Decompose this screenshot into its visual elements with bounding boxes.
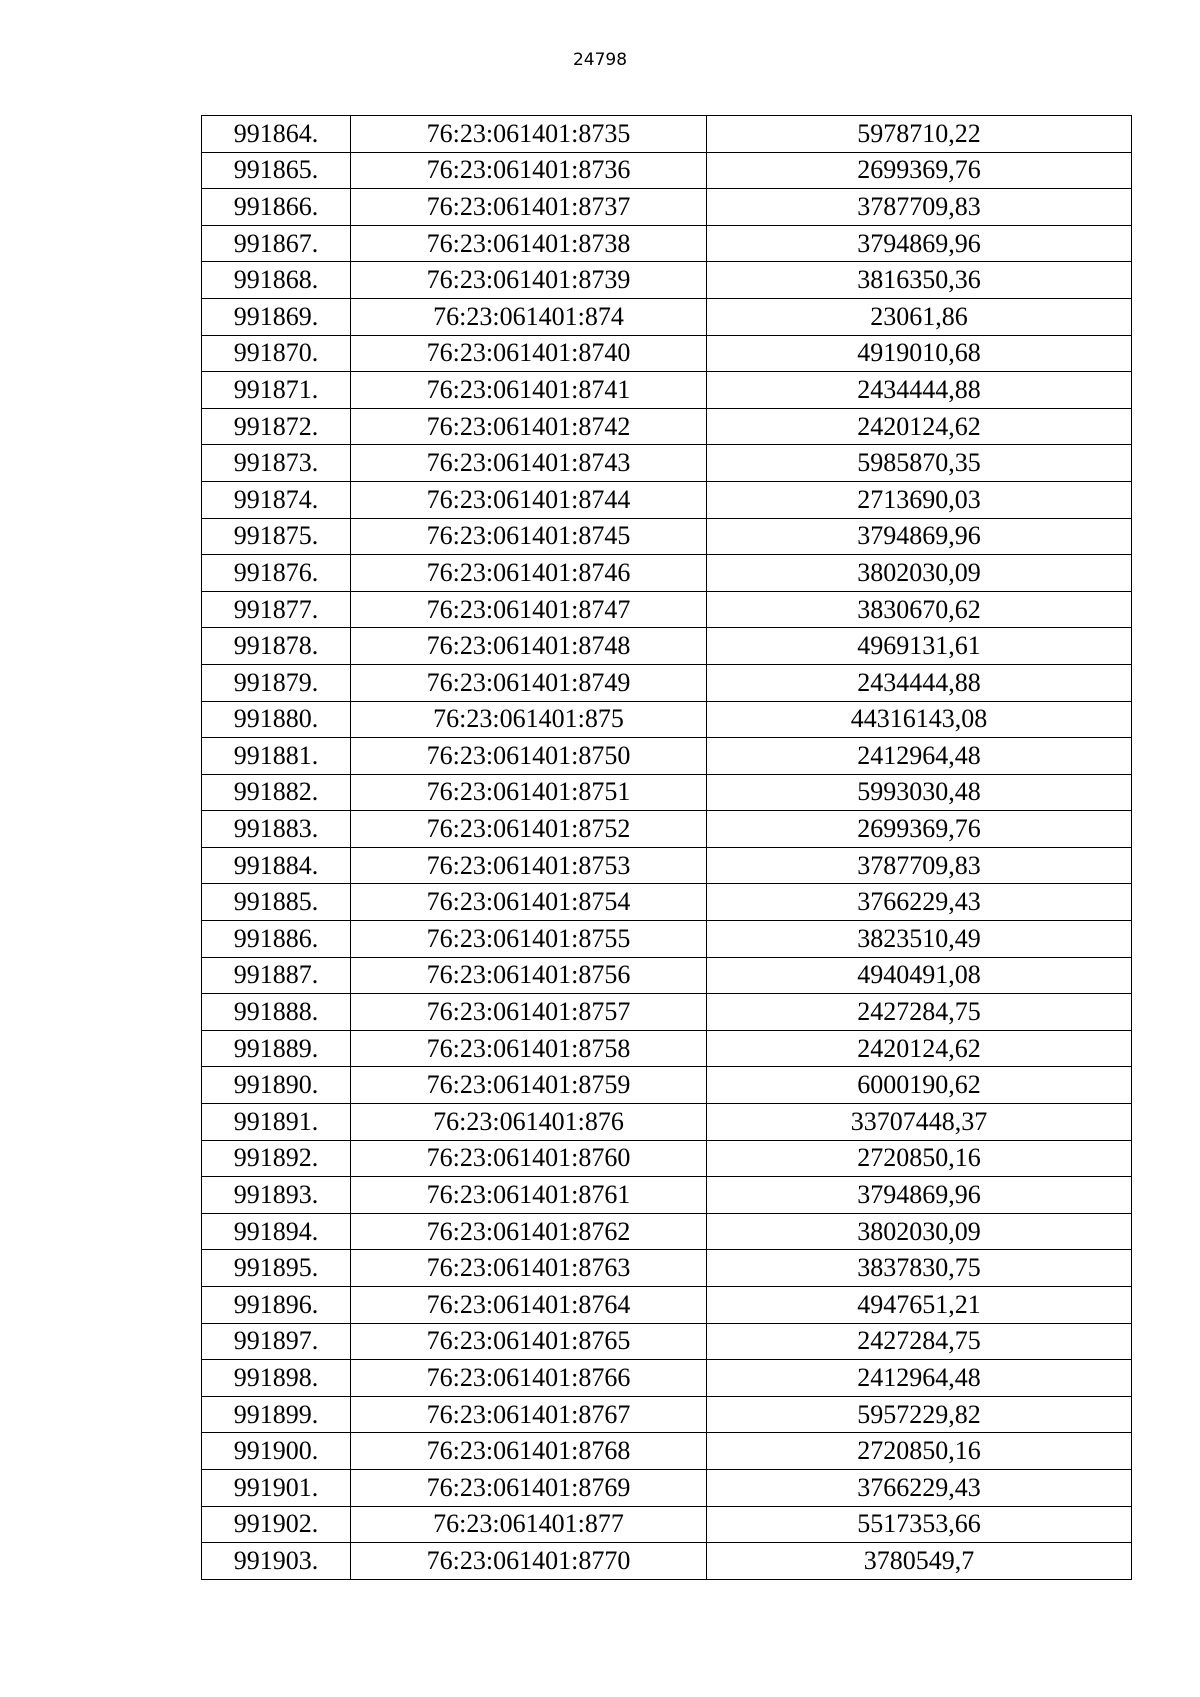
- cadastral-value-cell: 2699369,76: [707, 811, 1132, 848]
- table-row: [202, 262, 1132, 299]
- cadastral-value-cell: 2420124,62: [707, 1030, 1132, 1067]
- table-row: [202, 1104, 1132, 1141]
- row-number-cell: 991881.: [202, 738, 351, 775]
- row-number-cell: 991891.: [202, 1104, 351, 1141]
- row-number-cell: 991864.: [202, 116, 351, 153]
- cadastral-number-cell: 76:23:061401:8756: [351, 957, 707, 994]
- row-number-cell: 991865.: [202, 152, 351, 189]
- row-number-cell: 991892.: [202, 1140, 351, 1177]
- cadastral-number-cell: 76:23:061401:8750: [351, 738, 707, 775]
- table-row: [202, 298, 1132, 335]
- table-row: [202, 811, 1132, 848]
- row-number-cell: 991873.: [202, 445, 351, 482]
- cadastral-value-cell: 3794869,96: [707, 225, 1132, 262]
- registry-table-body: [202, 116, 1132, 1580]
- cadastral-value-cell: 2720850,16: [707, 1433, 1132, 1470]
- row-number-cell: 991883.: [202, 811, 351, 848]
- cadastral-number-cell: 76:23:061401:8755: [351, 921, 707, 958]
- cadastral-number-cell: 76:23:061401:8758: [351, 1030, 707, 1067]
- row-number-cell: 991879.: [202, 664, 351, 701]
- row-number-cell: 991867.: [202, 225, 351, 262]
- table-row: [202, 152, 1132, 189]
- table-row: [202, 994, 1132, 1031]
- cadastral-number-cell: 76:23:061401:8739: [351, 262, 707, 299]
- cadastral-value-cell: 3787709,83: [707, 189, 1132, 226]
- cadastral-number-cell: 76:23:061401:8744: [351, 481, 707, 518]
- table-row: [202, 335, 1132, 372]
- cadastral-number-cell: 76:23:061401:8760: [351, 1140, 707, 1177]
- table-row: [202, 372, 1132, 409]
- row-number-cell: 991866.: [202, 189, 351, 226]
- cadastral-value-cell: 2427284,75: [707, 994, 1132, 1031]
- cadastral-value-cell: 4940491,08: [707, 957, 1132, 994]
- cadastral-value-cell: 6000190,62: [707, 1067, 1132, 1104]
- cadastral-value-cell: 5985870,35: [707, 445, 1132, 482]
- cadastral-value-cell: 44316143,08: [707, 701, 1132, 738]
- cadastral-number-cell: 76:23:061401:8759: [351, 1067, 707, 1104]
- table-row: [202, 1543, 1132, 1580]
- cadastral-value-cell: 3816350,36: [707, 262, 1132, 299]
- table-row: [202, 847, 1132, 884]
- row-number-cell: 991872.: [202, 408, 351, 445]
- cadastral-number-cell: 76:23:061401:8769: [351, 1469, 707, 1506]
- row-number-cell: 991877.: [202, 591, 351, 628]
- table-row: [202, 1213, 1132, 1250]
- cadastral-value-cell: 5957229,82: [707, 1396, 1132, 1433]
- row-number-cell: 991898.: [202, 1360, 351, 1397]
- cadastral-number-cell: 76:23:061401:8757: [351, 994, 707, 1031]
- table-row: [202, 701, 1132, 738]
- cadastral-value-cell: 2412964,48: [707, 1360, 1132, 1397]
- cadastral-number-cell: 76:23:061401:877: [351, 1506, 707, 1543]
- cadastral-value-cell: 5517353,66: [707, 1506, 1132, 1543]
- table-row: [202, 225, 1132, 262]
- table-row: [202, 1287, 1132, 1324]
- cadastral-number-cell: 76:23:061401:8764: [351, 1287, 707, 1324]
- row-number-cell: 991878.: [202, 628, 351, 665]
- cadastral-value-cell: 3780549,7: [707, 1543, 1132, 1580]
- cadastral-value-cell: 2699369,76: [707, 152, 1132, 189]
- cadastral-number-cell: 76:23:061401:8766: [351, 1360, 707, 1397]
- table-row: [202, 1323, 1132, 1360]
- cadastral-number-cell: 76:23:061401:8761: [351, 1177, 707, 1214]
- table-row: [202, 481, 1132, 518]
- row-number-cell: 991896.: [202, 1287, 351, 1324]
- table-row: [202, 1396, 1132, 1433]
- cadastral-number-cell: 76:23:061401:8762: [351, 1213, 707, 1250]
- cadastral-value-cell: 3766229,43: [707, 884, 1132, 921]
- table-row: [202, 628, 1132, 665]
- cadastral-number-cell: 76:23:061401:8754: [351, 884, 707, 921]
- cadastral-number-cell: 76:23:061401:8765: [351, 1323, 707, 1360]
- page-number: 24798: [572, 50, 628, 70]
- row-number-cell: 991885.: [202, 884, 351, 921]
- row-number-cell: 991894.: [202, 1213, 351, 1250]
- table-row: [202, 1177, 1132, 1214]
- table-row: [202, 591, 1132, 628]
- cadastral-number-cell: 76:23:061401:8770: [351, 1543, 707, 1580]
- table-row: [202, 116, 1132, 153]
- row-number-cell: 991880.: [202, 701, 351, 738]
- cadastral-value-cell: 23061,86: [707, 298, 1132, 335]
- table-row: [202, 774, 1132, 811]
- cadastral-value-cell: 5978710,22: [707, 116, 1132, 153]
- cadastral-number-cell: 76:23:061401:8740: [351, 335, 707, 372]
- cadastral-value-cell: 2713690,03: [707, 481, 1132, 518]
- table-row: [202, 1067, 1132, 1104]
- cadastral-value-cell: 3802030,09: [707, 1213, 1132, 1250]
- row-number-cell: 991874.: [202, 481, 351, 518]
- row-number-cell: 991887.: [202, 957, 351, 994]
- row-number-cell: 991870.: [202, 335, 351, 372]
- cadastral-value-cell: 2434444,88: [707, 664, 1132, 701]
- cadastral-number-cell: 76:23:061401:8752: [351, 811, 707, 848]
- cadastral-number-cell: 76:23:061401:8735: [351, 116, 707, 153]
- cadastral-value-cell: 3830670,62: [707, 591, 1132, 628]
- table-row: [202, 921, 1132, 958]
- cadastral-number-cell: 76:23:061401:8753: [351, 847, 707, 884]
- row-number-cell: 991903.: [202, 1543, 351, 1580]
- table-row: [202, 1360, 1132, 1397]
- cadastral-number-cell: 76:23:061401:8743: [351, 445, 707, 482]
- row-number-cell: 991890.: [202, 1067, 351, 1104]
- row-number-cell: 991900.: [202, 1433, 351, 1470]
- cadastral-number-cell: 76:23:061401:8747: [351, 591, 707, 628]
- cadastral-number-cell: 76:23:061401:8737: [351, 189, 707, 226]
- cadastral-value-cell: 2720850,16: [707, 1140, 1132, 1177]
- cadastral-value-cell: 2434444,88: [707, 372, 1132, 409]
- cadastral-number-cell: 76:23:061401:8741: [351, 372, 707, 409]
- cadastral-value-cell: 3794869,96: [707, 518, 1132, 555]
- table-row: [202, 555, 1132, 592]
- row-number-cell: 991875.: [202, 518, 351, 555]
- registry-table: [201, 115, 1132, 1580]
- row-number-cell: 991886.: [202, 921, 351, 958]
- cadastral-value-cell: 2420124,62: [707, 408, 1132, 445]
- cadastral-number-cell: 76:23:061401:8748: [351, 628, 707, 665]
- cadastral-number-cell: 76:23:061401:8767: [351, 1396, 707, 1433]
- table-row: [202, 518, 1132, 555]
- cadastral-value-cell: 4969131,61: [707, 628, 1132, 665]
- row-number-cell: 991868.: [202, 262, 351, 299]
- cadastral-value-cell: 3823510,49: [707, 921, 1132, 958]
- cadastral-number-cell: 76:23:061401:8749: [351, 664, 707, 701]
- table-row: [202, 445, 1132, 482]
- table-row: [202, 189, 1132, 226]
- row-number-cell: 991871.: [202, 372, 351, 409]
- cadastral-value-cell: 5993030,48: [707, 774, 1132, 811]
- cadastral-value-cell: 33707448,37: [707, 1104, 1132, 1141]
- cadastral-value-cell: 4947651,21: [707, 1287, 1132, 1324]
- row-number-cell: 991897.: [202, 1323, 351, 1360]
- row-number-cell: 991899.: [202, 1396, 351, 1433]
- cadastral-value-cell: 2412964,48: [707, 738, 1132, 775]
- row-number-cell: 991895.: [202, 1250, 351, 1287]
- row-number-cell: 991884.: [202, 847, 351, 884]
- cadastral-number-cell: 76:23:061401:875: [351, 701, 707, 738]
- row-number-cell: 991888.: [202, 994, 351, 1031]
- row-number-cell: 991893.: [202, 1177, 351, 1214]
- table-row: [202, 1469, 1132, 1506]
- table-row: [202, 664, 1132, 701]
- table-row: [202, 884, 1132, 921]
- cadastral-number-cell: 76:23:061401:8736: [351, 152, 707, 189]
- cadastral-value-cell: 3794869,96: [707, 1177, 1132, 1214]
- cadastral-number-cell: 76:23:061401:8746: [351, 555, 707, 592]
- cadastral-value-cell: 3802030,09: [707, 555, 1132, 592]
- cadastral-value-cell: 3787709,83: [707, 847, 1132, 884]
- cadastral-number-cell: 76:23:061401:8742: [351, 408, 707, 445]
- cadastral-value-cell: 3766229,43: [707, 1469, 1132, 1506]
- cadastral-value-cell: 3837830,75: [707, 1250, 1132, 1287]
- table-row: [202, 1250, 1132, 1287]
- table-row: [202, 1030, 1132, 1067]
- table-row: [202, 1433, 1132, 1470]
- cadastral-number-cell: 76:23:061401:8751: [351, 774, 707, 811]
- row-number-cell: 991882.: [202, 774, 351, 811]
- table-row: [202, 738, 1132, 775]
- row-number-cell: 991889.: [202, 1030, 351, 1067]
- table-row: [202, 408, 1132, 445]
- table-row: [202, 957, 1132, 994]
- row-number-cell: 991876.: [202, 555, 351, 592]
- cadastral-number-cell: 76:23:061401:876: [351, 1104, 707, 1141]
- table-row: [202, 1506, 1132, 1543]
- cadastral-value-cell: 2427284,75: [707, 1323, 1132, 1360]
- cadastral-value-cell: 4919010,68: [707, 335, 1132, 372]
- cadastral-number-cell: 76:23:061401:8745: [351, 518, 707, 555]
- row-number-cell: 991902.: [202, 1506, 351, 1543]
- row-number-cell: 991901.: [202, 1469, 351, 1506]
- cadastral-number-cell: 76:23:061401:874: [351, 298, 707, 335]
- table-row: [202, 1140, 1132, 1177]
- cadastral-number-cell: 76:23:061401:8738: [351, 225, 707, 262]
- cadastral-number-cell: 76:23:061401:8763: [351, 1250, 707, 1287]
- row-number-cell: 991869.: [202, 298, 351, 335]
- cadastral-number-cell: 76:23:061401:8768: [351, 1433, 707, 1470]
